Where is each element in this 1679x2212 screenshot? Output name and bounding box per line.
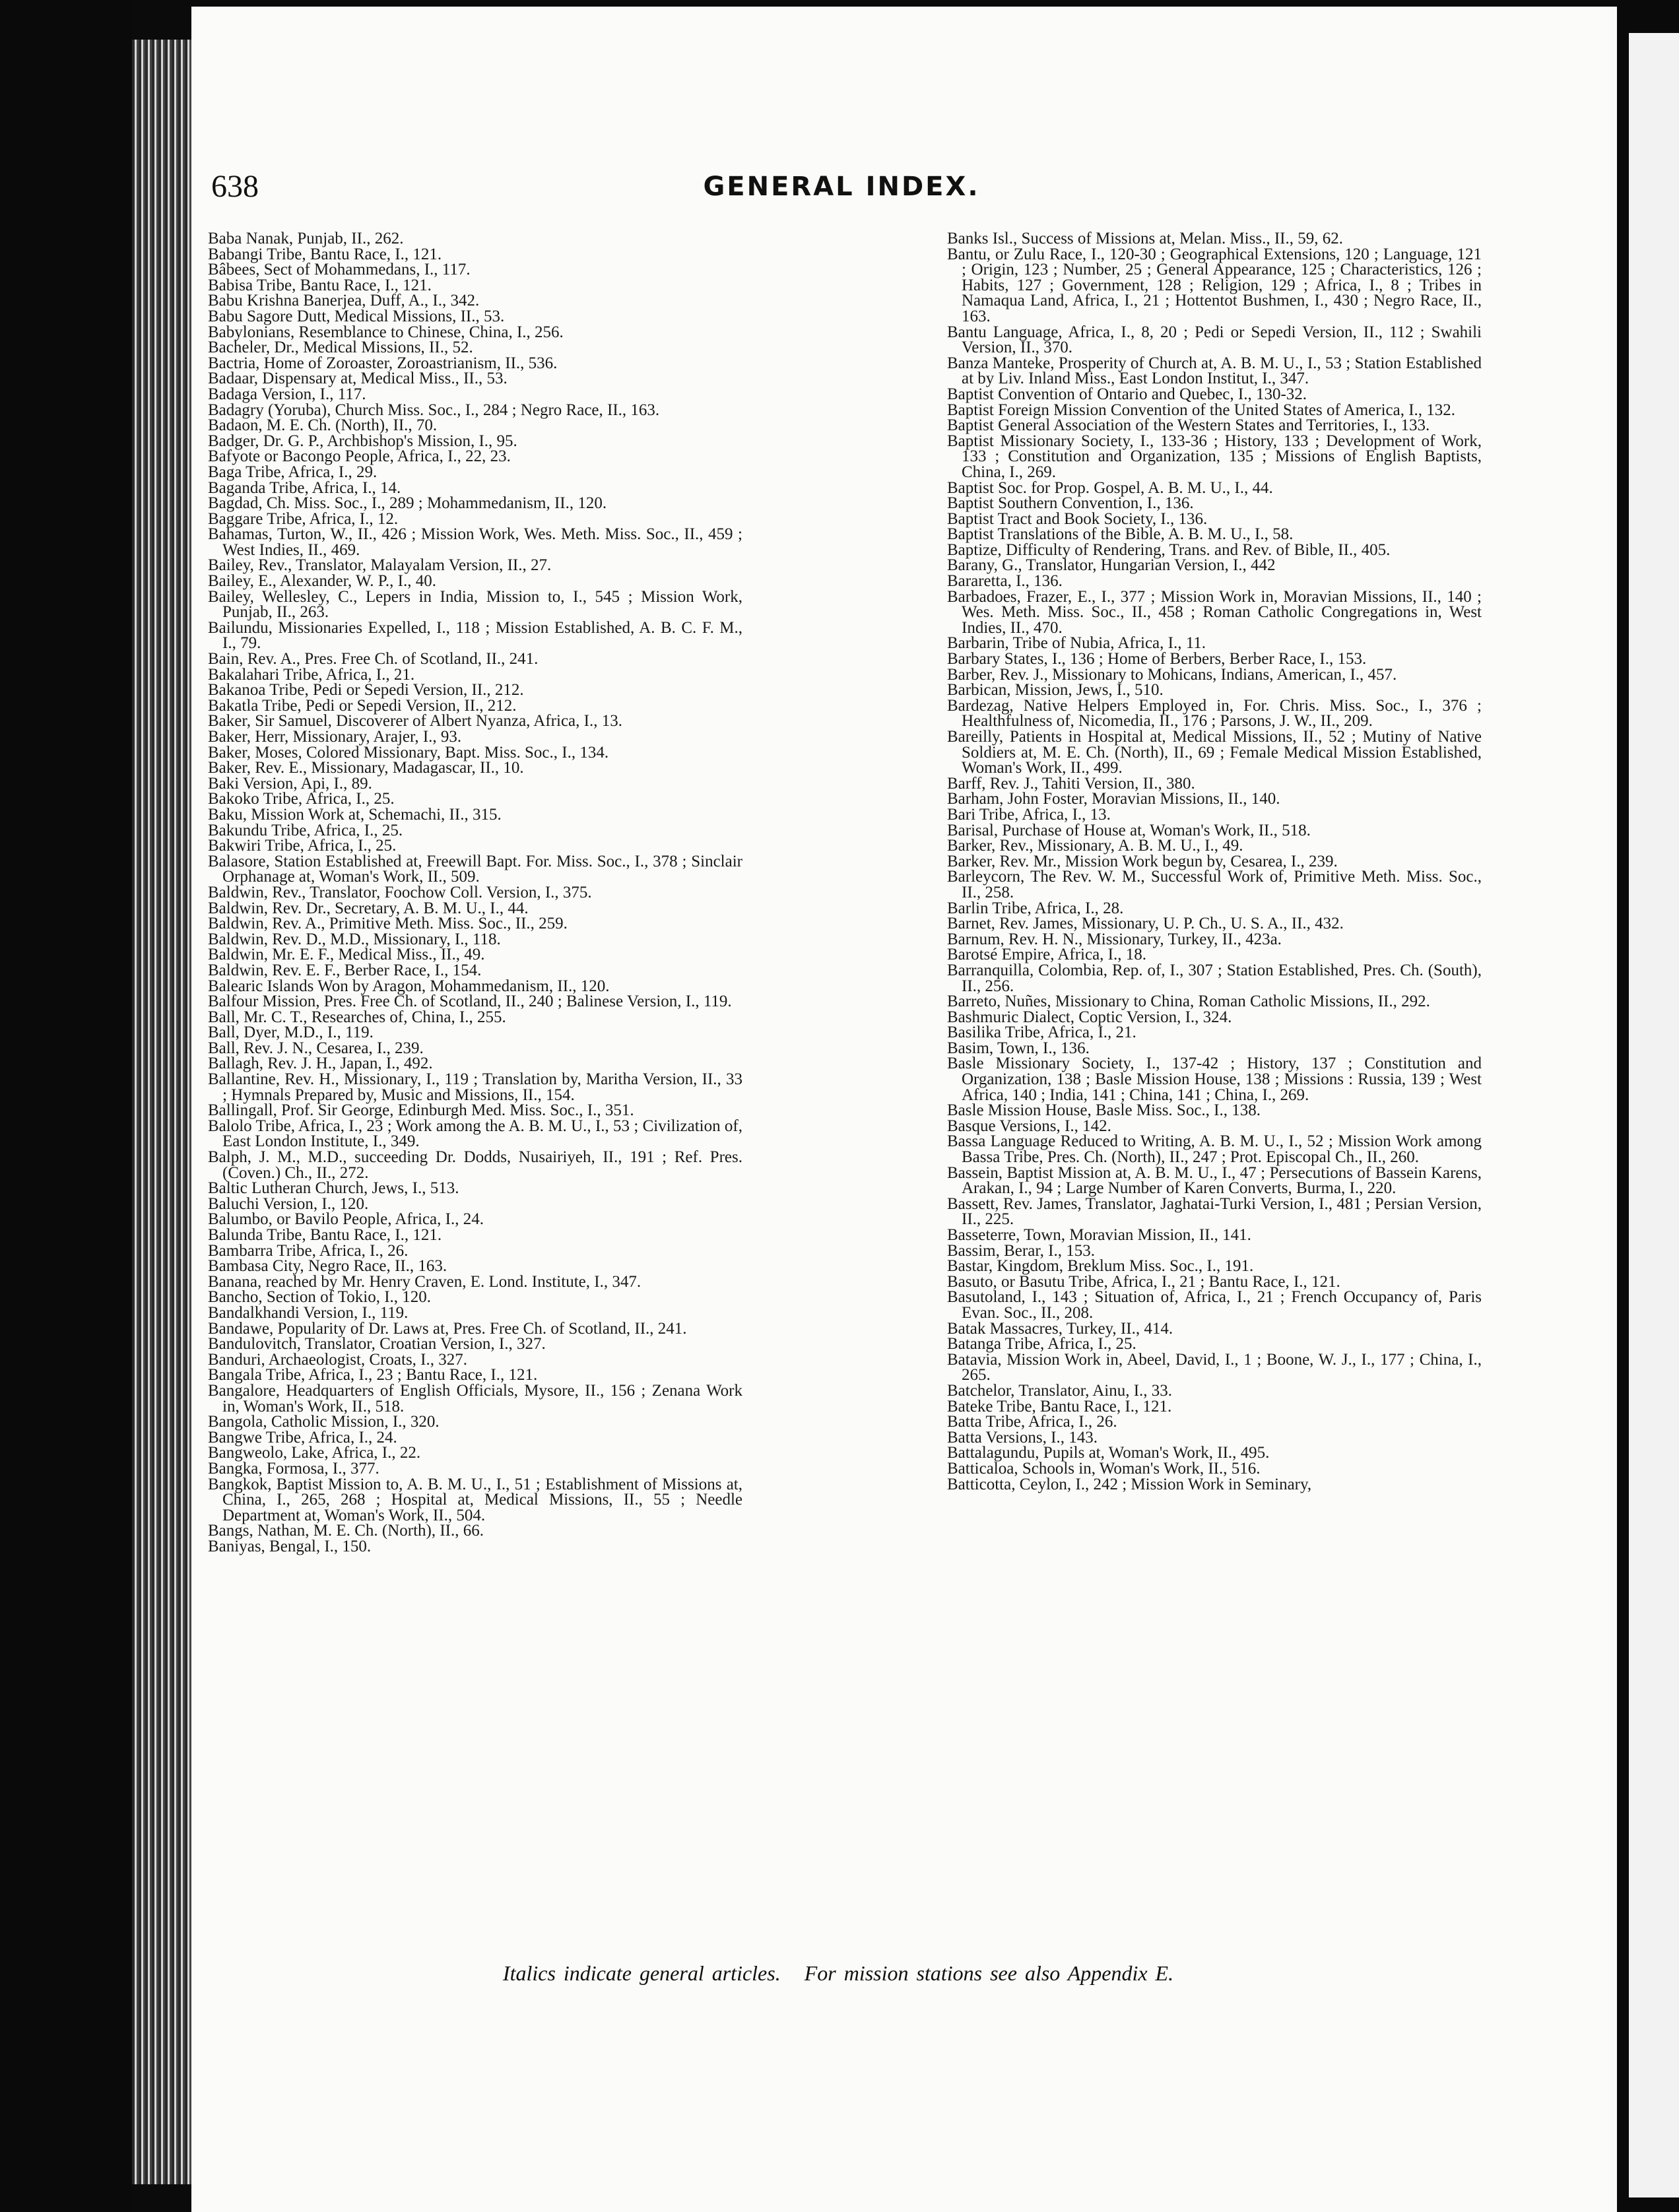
index-entry: Bantu, or Zulu Race, I., 120-30 ; Geographical Extensions, 120 ; Language, 121 ; Origin, 123 ; Number, 25 ; General Appearance, 125 ; Characteristics, 126 ; Habits, 127 ; Government, 128 ; Religion, 129 ; Africa, I., 8 ; Tribes in Namaqua Land, Africa, I., 21 ; Hottentot Bushmen, I., 430 ; Negro Race, II., 163. [947,245,1482,325]
index-entry: Bashmuric Dialect, Coptic Version, I., 324. [947,1008,1232,1026]
index-entry: Babylonians, Resemblance to Chinese, China, I., 256. [208,323,564,341]
running-title: GENERAL INDEX. [703,172,980,202]
index-entry: Baker, Sir Samuel, Discoverer of Albert Nyanza, Africa, I., 13. [208,712,622,731]
index-entry: Batavia, Mission Work in, Abeel, David, I., 1 ; Boone, W. J., I., 177 ; China, I., 265. [947,1350,1482,1384]
index-entry: Babangi Tribe, Bantu Race, I., 121. [208,245,442,263]
index-entry: Bancho, Section of Tokio, I., 120. [208,1288,432,1307]
index-entry: Balolo Tribe, Africa, I., 23 ; Work among the A. B. M. U., I., 53 ; Civilization of, East London Institute, I., 349. [208,1117,742,1151]
index-entry: Balfour Mission, Pres. Free Ch. of Scotland, II., 240 ; Balinese Version, I., 119. [208,992,732,1011]
index-entry: Bangola, Catholic Mission, I., 320. [208,1413,440,1431]
index-entry: Badaon, M. E. Ch. (North), II., 70. [208,416,438,435]
index-entry: Barbadoes, Frazer, E., I., 377 ; Mission Work in, Moravian Missions, II., 140 ; Wes. Meth. Miss. Soc., II., 458 ; Roman Catholic Congregations in, West Indies, II., 470. [947,587,1482,637]
index-entry: Baggare Tribe, Africa, I., 12. [208,509,399,528]
index-entry: Bailundu, Missionaries Expelled, I., 118 ; Mission Established, A. B. C. F. M., I., 79. [208,618,742,653]
index-entry: Baganda Tribe, Africa, I., 14. [208,478,401,497]
footer-italics-note: Italics indicate general articles. [502,1961,781,1985]
index-entry: Ballantine, Rev. H., Missionary, I., 119 ; Translation by, Maritha Version, II., 33 ; Hymnals Prepared by, Music and Missions, II., 154. [208,1070,742,1104]
index-entry: Bahamas, Turton, W., II., 426 ; Mission Work, Wes. Meth. Miss. Soc., II., 459 ; West Indies, II., 469. [208,525,742,559]
index-entry: Bari Tribe, Africa, I., 13. [947,805,1111,824]
index-entry: Basutoland, I., 143 ; Situation of, Africa, I., 21 ; French Occupancy of, Paris Evan. Soc., II., 208. [947,1288,1482,1322]
index-entry: Barreto, Nuñes, Missionary to China, Roman Catholic Missions, II., 292. [947,992,1430,1011]
index-entry: Bakundu Tribe, Africa, I., 25. [208,821,403,839]
index-entry: Baker, Moses, Colored Missionary, Bapt. Miss. Soc., I., 134. [208,743,609,762]
index-entry: Bangkok, Baptist Mission to, A. B. M. U., I., 51 ; Establishment of Missions at, China, I., 265, 268 ; Hospital at, Medical Missions, II., 55 ; Needle Department at, Woman's Work, II., 504. [208,1475,742,1524]
index-entry: Bakalahari Tribe, Africa, I., 21. [208,665,415,684]
index-entry: Bandulovitch, Translator, Croatian Version, I., 327. [208,1335,546,1353]
index-entry: Batticotta, Ceylon, I., 242 ; Mission Work in Seminary, [947,1475,1312,1493]
index-entry: Barlin Tribe, Africa, I., 28. [947,899,1124,917]
index-entry: Basuto, or Basutu Tribe, Africa, I., 21 ; Bantu Race, I., 121. [947,1272,1340,1291]
index-entry: Baluchi Version, I., 120. [208,1194,369,1213]
index-entry: Banks Isl., Success of Missions at, Melan. Miss., II., 59, 62. [947,231,1343,247]
index-entry: Baptist Southern Convention, I., 136. [947,494,1194,513]
index-entry: Barbican, Mission, Jews, I., 510. [947,681,1164,699]
index-entry: Bangs, Nathan, M. E. Ch. (North), II., 66. [208,1522,484,1540]
index-entry: Bactria, Home of Zoroaster, Zoroastrianism, II., 536. [208,354,558,372]
index-entry: Baku, Mission Work at, Schemachi, II., 315. [208,805,502,824]
index-entry: Babisa Tribe, Bantu Race, I., 121. [208,276,432,294]
index-entry: Bailey, Wellesley, C., Lepers in India, Mission to, I., 545 ; Mission Work, Punjab, II., 263. [208,587,742,622]
index-entry: Barbarin, Tribe of Nubia, Africa, I., 11. [947,634,1206,653]
scan-right-margin [1617,0,1679,2212]
index-entry: Bassein, Baptist Mission at, A. B. M. U., I., 47 ; Persecutions of Bassein Karens, Arakan, I., 94 ; Large Number of Karen Converts, Burma, I., 220. [947,1163,1482,1198]
index-entry: Baptist Missionary Society, I., 133-36 ; History, 133 ; Development of Work, 133 ; Constitution and Organization, 135 ; Missions of English Baptists, China, I., 269. [947,432,1482,481]
index-entry: Baker, Rev. E., Missionary, Madagascar, II., 10. [208,759,524,777]
footer-note [198,1961,1478,1986]
index-entry: Barnet, Rev. James, Missionary, U. P. Ch., U. S. A., II., 432. [947,915,1344,933]
index-entry: Bakoko Tribe, Africa, I., 25. [208,790,395,808]
index-entry: Barleycorn, The Rev. W. M., Successful Work of, Primitive Meth. Miss. Soc., II., 258. [947,868,1482,901]
index-entry: Badger, Dr. G. P., Archbishop's Mission, I., 95. [208,432,517,450]
index-entry: Bailey, Rev., Translator, Malayalam Version, II., 27. [208,556,552,575]
index-entry: Balph, J. M., M.D., succeeding Dr. Dodds, Nusairiyeh, II., 191 ; Ref. Pres. (Coven.) Ch., II., 272. [208,1148,742,1182]
index-entry: Baptist Tract and Book Society, I., 136. [947,509,1208,528]
index-entry: Bastar, Kingdom, Breklum Miss. Soc., I., 191. [947,1257,1254,1276]
index-entry: Barham, John Foster, Moravian Missions, II., 140. [947,790,1280,808]
index-entry: Banduri, Archaeologist, Croats, I., 327. [208,1350,467,1369]
index-entry: Baptize, Difficulty of Rendering, Trans. and Rev. of Bible, II., 405. [947,540,1391,559]
index-entry: Baki Version, Api, I., 89. [208,774,372,793]
index-entry: Baptist Foreign Mission Convention of the United States of America, I., 132. [947,401,1456,419]
index-entry: Batta Tribe, Africa, I., 26. [947,1413,1117,1431]
index-entry: Barker, Rev., Missionary, A. B. M. U., I., 49. [947,837,1243,855]
index-entry: Ball, Mr. C. T., Researches of, China, I., 255. [208,1008,506,1026]
index-entry: Bakanoa Tribe, Pedi or Sepedi Version, II., 212. [208,681,524,699]
index-entry: Bambasa City, Negro Race, II., 163. [208,1257,447,1276]
index-entry: Baldwin, Rev. A., Primitive Meth. Miss. Soc., II., 259. [208,915,568,933]
index-entry: Barnum, Rev. H. N., Missionary, Turkey, II., 423a. [947,930,1282,948]
index-entry: Bangweolo, Lake, Africa, I., 22. [208,1444,421,1462]
index-entry: Barber, Rev. J., Missionary to Mohicans, Indians, American, I., 457. [947,665,1397,684]
index-entry: Bambarra Tribe, Africa, I., 26. [208,1241,409,1260]
index-entry: Baldwin, Rev. Dr., Secretary, A. B. M. U., I., 44. [208,899,529,917]
index-entry: Baldwin, Mr. E. F., Medical Miss., II., 49. [208,946,485,964]
index-column-left [208,231,742,1960]
index-entry: Bacheler, Dr., Medical Missions, II., 52. [208,339,473,357]
index-entry: Bantu Language, Africa, I., 8, 20 ; Pedi or Sepedi Version, II., 112 ; Swahili Version, II., 370. [947,323,1482,357]
index-entry: Bangka, Formosa, I., 377. [208,1459,379,1478]
index-entry: Basque Versions, I., 142. [947,1117,1111,1135]
index-entry: Bareilly, Patients in Hospital at, Medical Missions, II., 52 ; Mutiny of Native Soldiers at, M. E. Ch. (North), II., 69 ; Female Medical Mission Established, Woman's Work, II., 499. [947,728,1482,777]
index-entry: Baldwin, Rev., Translator, Foochow Coll. Version, I., 375. [208,883,592,901]
index-entry: Baptist Soc. for Prop. Gospel, A. B. M. U., I., 44. [947,478,1273,497]
index-entry: Basle Missionary Society, I., 137-42 ; History, 137 ; Constitution and Organization, 138 ; Basle Mission House, 138 ; Missions : Russia, 139 ; West Africa, 140 ; India, 141 ; China, 141 ; China, I., 269. [947,1055,1482,1104]
index-entry: Batak Massacres, Turkey, II., 414. [947,1319,1173,1338]
index-entry: Barranquilla, Colombia, Rep. of, I., 307 ; Station Established, Pres. Ch. (South), II., 256. [947,961,1482,995]
index-entry: Barotsé Empire, Africa, I., 18. [947,946,1146,964]
index-entry: Baga Tribe, Africa, I., 29. [208,463,378,481]
index-entry: Bararetta, I., 136. [947,572,1063,591]
index-entry: Baldwin, Rev. E. F., Berber Race, I., 154. [208,961,482,979]
facing-page-edge [1629,33,1679,2197]
index-entry: Battalagundu, Pupils at, Woman's Work, II., 495. [947,1444,1270,1462]
index-entry: Basilika Tribe, Africa, I., 21. [947,1024,1136,1042]
index-entry: Bandalkhandi Version, I., 119. [208,1303,409,1322]
index-entry: Batchelor, Translator, Ainu, I., 33. [947,1381,1173,1400]
index-entry: Barker, Rev. Mr., Mission Work begun by, Cesarea, I., 239. [947,852,1338,870]
index-entry: Balunda Tribe, Bantu Race, I., 121. [208,1226,442,1244]
index-entry: Barany, G., Translator, Hungarian Version, I., 442 [947,556,1276,575]
page-header [211,168,1472,214]
index-entry: Babu Krishna Banerjea, Duff, A., I., 342. [208,292,480,310]
index-entry: Babu Sagore Dutt, Medical Missions, II., 53. [208,307,505,325]
index-entry: Baniyas, Bengal, I., 150. [208,1537,372,1555]
index-entry: Banza Manteke, Prosperity of Church at, A. B. M. U., I., 53 ; Station Established at by Liv. Inland Miss., East London Institut, I., 347. [947,354,1482,388]
index-entry: Baba Nanak, Punjab, II., 262. [208,231,404,247]
index-entry: Bardezag, Native Helpers Employed in, For. Chris. Miss. Soc., I., 376 ; Healthfulness of, Nicomedia, II., 176 ; Parsons, J. W., II., 209. [947,696,1482,731]
index-entry: Basim, Town, I., 136. [947,1039,1090,1057]
scan-left-margin [0,0,132,2212]
index-entry: Ball, Dyer, M.D., I., 119. [208,1024,374,1042]
index-entry: Badagry (Yoruba), Church Miss. Soc., I., 284 ; Negro Race, II., 163. [208,401,660,419]
index-entry: Baptist Convention of Ontario and Quebec, I., 130-32. [947,385,1307,403]
index-entry: Bassa Language Reduced to Writing, A. B. M. U., I., 52 ; Mission Work among Bassa Tribe, Pres. Ch. (North), II., 247 ; Prot. Episcopal Ch., II., 260. [947,1132,1482,1167]
index-entry: Barisal, Purchase of House at, Woman's Work, II., 518. [947,821,1311,839]
book-page-edges [132,40,191,2184]
index-entry: Bangala Tribe, Africa, I., 23 ; Bantu Race, I., 121. [208,1366,538,1384]
index-entry: Badaga Version, I., 117. [208,385,366,403]
index-entry: Baptist General Association of the Western States and Territories, I., 133. [947,416,1430,435]
index-entry: Bateke Tribe, Bantu Race, I., 121. [947,1397,1172,1415]
index-entry: Bakwiri Tribe, Africa, I., 25. [208,837,397,855]
index-entry: Bandawe, Popularity of Dr. Laws at, Pres. Free Ch. of Scotland, II., 241. [208,1319,687,1338]
index-entry: Ballingall, Prof. Sir George, Edinburgh Med. Miss. Soc., I., 351. [208,1101,634,1120]
index-entry: Bailey, E., Alexander, W. P., I., 40. [208,572,436,591]
index-entry: Banana, reached by Mr. Henry Craven, E. Lond. Institute, I., 347. [208,1272,642,1291]
index-entry: Batanga Tribe, Africa, I., 25. [947,1335,1136,1353]
index-column-right [947,231,1482,1960]
index-entry: Bangwe Tribe, Africa, I., 24. [208,1428,397,1447]
index-entry: Ball, Rev. J. N., Cesarea, I., 239. [208,1039,424,1057]
index-entry: Baptist Translations of the Bible, A. B. M. U., I., 58. [947,525,1294,544]
page-number: 638 [211,169,259,204]
index-entry: Batta Versions, I., 143. [947,1428,1098,1447]
index-entry: Barff, Rev. J., Tahiti Version, II., 380. [947,774,1195,793]
index-entry: Bassim, Berar, I., 153. [947,1241,1095,1260]
index-entry: Baltic Lutheran Church, Jews, I., 513. [208,1179,459,1198]
index-entry: Bangalore, Headquarters of English Officials, Mysore, II., 156 ; Zenana Work in, Woman's Work, II., 518. [208,1381,742,1415]
index-entry: Badaar, Dispensary at, Medical Miss., II., 53. [208,370,508,388]
footer-appendix-note: For mission stations see also Appendix E. [804,1961,1174,1985]
index-entry: Balasore, Station Established at, Freewill Bapt. For. Miss. Soc., I., 378 ; Sinclair Orphanage at, Woman's Work, II., 509. [208,852,742,886]
index-entry: Ballagh, Rev. J. H., Japan, I., 492. [208,1055,433,1073]
index-entry: Barbary States, I., 136 ; Home of Berbers, Berber Race, I., 153. [947,650,1367,668]
index-entry: Bain, Rev. A., Pres. Free Ch. of Scotland, II., 241. [208,650,539,668]
index-entry: Bagdad, Ch. Miss. Soc., I., 289 ; Mohammedanism, II., 120. [208,494,607,513]
index-entry: Balearic Islands Won by Aragon, Mohammedanism, II., 120. [208,977,610,995]
index-entry: Baker, Herr, Missionary, Arajer, I., 93. [208,728,462,746]
index-entry: Bâbees, Sect of Mohammedans, I., 117. [208,261,471,279]
index-entry: Basle Mission House, Basle Miss. Soc., I., 138. [947,1101,1261,1120]
index-entry: Bassett, Rev. James, Translator, Jaghatai-Turki Version, I., 481 ; Persian Version, II., 225. [947,1194,1482,1229]
index-entry: Batticaloa, Schools in, Woman's Work, II., 516. [947,1459,1261,1478]
index-entry: Bakatla Tribe, Pedi or Sepedi Version, II., 212. [208,696,517,715]
index-entry: Baldwin, Rev. D., M.D., Missionary, I., 118. [208,930,501,948]
index-entry: Basseterre, Town, Moravian Mission, II., 141. [947,1226,1251,1244]
index-entry: Balumbo, or Bavilo People, Africa, I., 24. [208,1210,484,1229]
index-entry: Bafyote or Bacongo People, Africa, I., 22, 23. [208,447,511,466]
